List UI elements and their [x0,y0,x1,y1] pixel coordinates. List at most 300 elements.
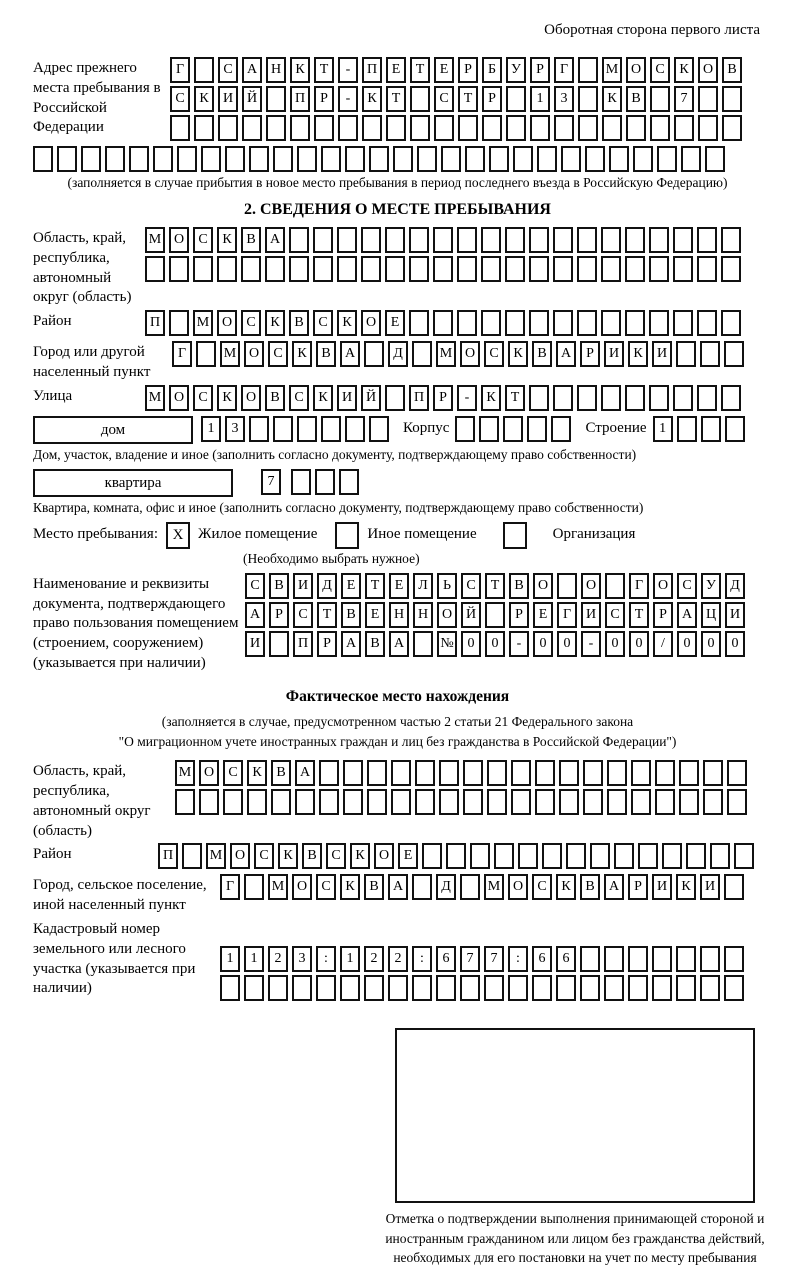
char-cell[interactable] [291,469,311,495]
char-cell[interactable] [676,975,696,1001]
char-cell[interactable] [724,874,744,900]
char-cell[interactable] [57,146,77,172]
char-cell[interactable] [433,256,453,282]
char-cell[interactable] [673,227,693,253]
char-cell[interactable] [412,874,432,900]
char-cell[interactable] [577,227,597,253]
char-cell[interactable] [340,975,360,1001]
char-cell[interactable]: С [484,341,504,367]
char-cell[interactable]: В [302,843,322,869]
char-cell[interactable]: Р [269,602,289,628]
char-cell[interactable] [314,115,334,141]
char-cell[interactable] [535,760,555,786]
char-cell[interactable] [604,975,624,1001]
char-cell[interactable] [649,256,669,282]
char-cell[interactable]: Д [317,573,337,599]
char-cell[interactable] [463,760,483,786]
char-cell[interactable] [249,416,269,442]
char-cell[interactable]: 7 [674,86,694,112]
char-cell[interactable] [410,86,430,112]
char-cell[interactable]: В [269,573,289,599]
char-cell[interactable] [721,256,741,282]
char-cell[interactable] [343,760,363,786]
char-cell[interactable]: С [268,341,288,367]
char-cell[interactable] [337,227,357,253]
char-cell[interactable]: С [170,86,190,112]
char-cell[interactable] [701,416,721,442]
char-cell[interactable] [169,310,189,336]
char-cell[interactable] [391,789,411,815]
char-cell[interactable]: А [341,631,361,657]
char-cell[interactable] [673,310,693,336]
char-cell[interactable]: - [457,385,477,411]
char-cell[interactable] [697,310,717,336]
char-cell[interactable] [662,843,682,869]
char-cell[interactable]: К [602,86,622,112]
char-cell[interactable] [578,115,598,141]
char-cell[interactable]: К [674,57,694,83]
char-cell[interactable] [698,115,718,141]
char-cell[interactable]: К [481,385,501,411]
char-cell[interactable]: 0 [677,631,697,657]
char-cell[interactable]: 2 [268,946,288,972]
char-cell[interactable] [487,789,507,815]
char-cell[interactable] [364,341,384,367]
char-cell[interactable] [391,760,411,786]
char-cell[interactable] [556,975,576,1001]
char-cell[interactable] [361,227,381,253]
char-cell[interactable] [721,227,741,253]
char-cell[interactable] [554,115,574,141]
char-cell[interactable] [345,146,365,172]
char-cell[interactable] [625,256,645,282]
char-cell[interactable] [698,86,718,112]
char-cell[interactable]: Г [220,874,240,900]
char-cell[interactable] [559,760,579,786]
char-cell[interactable]: О [361,310,381,336]
char-cell[interactable] [362,115,382,141]
char-cell[interactable] [433,310,453,336]
char-cell[interactable]: К [247,760,267,786]
char-cell[interactable] [458,115,478,141]
char-cell[interactable]: О [374,843,394,869]
char-cell[interactable]: С [193,385,213,411]
char-cell[interactable] [638,843,658,869]
char-cell[interactable] [724,946,744,972]
char-cell[interactable]: Е [389,573,409,599]
char-cell[interactable]: А [677,602,697,628]
char-cell[interactable] [529,227,549,253]
char-cell[interactable]: О [581,573,601,599]
char-cell[interactable] [242,115,262,141]
char-cell[interactable]: Е [386,57,406,83]
char-cell[interactable] [249,146,269,172]
char-cell[interactable]: М [436,341,456,367]
char-cell[interactable] [553,227,573,253]
char-cell[interactable]: 0 [725,631,745,657]
char-cell[interactable] [566,843,586,869]
char-cell[interactable] [367,789,387,815]
char-cell[interactable] [465,146,485,172]
char-cell[interactable] [724,975,744,1001]
char-cell[interactable] [527,416,547,442]
char-cell[interactable] [196,341,216,367]
char-cell[interactable]: С [316,874,336,900]
char-cell[interactable]: Т [365,573,385,599]
char-cell[interactable] [463,789,483,815]
char-cell[interactable]: В [241,227,261,253]
char-cell[interactable]: : [316,946,336,972]
char-cell[interactable]: С [650,57,670,83]
char-cell[interactable] [266,115,286,141]
char-cell[interactable]: С [254,843,274,869]
char-cell[interactable]: К [290,57,310,83]
char-cell[interactable]: О [460,341,480,367]
char-cell[interactable]: Р [433,385,453,411]
char-cell[interactable] [364,975,384,1001]
char-cell[interactable]: О [533,573,553,599]
char-cell[interactable] [339,469,359,495]
char-cell[interactable]: И [652,874,672,900]
char-cell[interactable] [677,416,697,442]
char-cell[interactable]: М [220,341,240,367]
char-cell[interactable]: К [350,843,370,869]
char-cell[interactable] [650,115,670,141]
char-cell[interactable]: В [265,385,285,411]
char-cell[interactable]: В [341,602,361,628]
char-cell[interactable] [369,416,389,442]
char-cell[interactable] [290,115,310,141]
char-cell[interactable] [273,416,293,442]
char-cell[interactable] [601,227,621,253]
char-cell[interactable] [415,789,435,815]
char-cell[interactable]: С [218,57,238,83]
char-cell[interactable] [650,86,670,112]
char-cell[interactable]: 7 [484,946,504,972]
char-cell[interactable] [721,310,741,336]
char-cell[interactable] [33,146,53,172]
char-cell[interactable] [506,115,526,141]
char-cell[interactable]: С [677,573,697,599]
char-cell[interactable] [649,227,669,253]
char-cell[interactable]: К [278,843,298,869]
char-cell[interactable]: Т [317,602,337,628]
char-cell[interactable]: С [293,602,313,628]
char-cell[interactable] [268,975,288,1001]
char-cell[interactable]: Д [725,573,745,599]
char-cell[interactable] [673,385,693,411]
char-cell[interactable] [625,385,645,411]
checkbox-residential[interactable]: X [166,522,190,549]
char-cell[interactable] [265,256,285,282]
char-cell[interactable] [553,385,573,411]
char-cell[interactable]: Г [170,57,190,83]
char-cell[interactable]: В [722,57,742,83]
char-cell[interactable]: С [434,86,454,112]
char-cell[interactable] [489,146,509,172]
char-cell[interactable] [105,146,125,172]
char-cell[interactable]: 1 [220,946,240,972]
char-cell[interactable]: В [316,341,336,367]
char-cell[interactable] [628,946,648,972]
char-cell[interactable] [129,146,149,172]
char-cell[interactable] [413,631,433,657]
char-cell[interactable] [436,975,456,1001]
char-cell[interactable] [631,760,651,786]
char-cell[interactable]: 2 [388,946,408,972]
char-cell[interactable] [153,146,173,172]
char-cell[interactable] [485,602,505,628]
char-cell[interactable]: В [580,874,600,900]
char-cell[interactable]: : [508,946,528,972]
char-cell[interactable] [676,341,696,367]
char-cell[interactable]: Е [385,310,405,336]
char-cell[interactable]: Н [389,602,409,628]
char-cell[interactable] [177,146,197,172]
char-cell[interactable] [218,115,238,141]
char-cell[interactable]: 0 [485,631,505,657]
char-cell[interactable] [590,843,610,869]
char-cell[interactable] [652,975,672,1001]
checkbox-other-premises[interactable] [335,522,359,549]
char-cell[interactable] [241,256,261,282]
char-cell[interactable] [289,227,309,253]
char-cell[interactable]: Р [458,57,478,83]
char-cell[interactable] [319,760,339,786]
char-cell[interactable]: У [506,57,526,83]
char-cell[interactable] [479,416,499,442]
char-cell[interactable] [289,256,309,282]
char-cell[interactable] [460,874,480,900]
char-cell[interactable] [266,86,286,112]
char-cell[interactable]: О [199,760,219,786]
char-cell[interactable]: У [701,573,721,599]
char-cell[interactable] [633,146,653,172]
char-cell[interactable]: Р [314,86,334,112]
char-cell[interactable] [269,631,289,657]
char-cell[interactable] [537,146,557,172]
char-cell[interactable]: Г [557,602,577,628]
char-cell[interactable] [345,416,365,442]
char-cell[interactable] [607,760,627,786]
char-cell[interactable]: Т [485,573,505,599]
char-cell[interactable]: П [290,86,310,112]
char-cell[interactable] [470,843,490,869]
char-cell[interactable]: О [653,573,673,599]
char-cell[interactable]: К [556,874,576,900]
char-cell[interactable]: О [508,874,528,900]
char-cell[interactable]: Р [482,86,502,112]
char-cell[interactable]: М [602,57,622,83]
char-cell[interactable]: Е [533,602,553,628]
char-cell[interactable]: / [653,631,673,657]
char-cell[interactable] [295,789,315,815]
char-cell[interactable]: О [169,385,189,411]
char-cell[interactable] [273,146,293,172]
char-cell[interactable] [244,874,264,900]
char-cell[interactable] [481,310,501,336]
char-cell[interactable]: - [509,631,529,657]
char-cell[interactable] [388,975,408,1001]
char-cell[interactable]: 2 [364,946,384,972]
char-cell[interactable]: И [218,86,238,112]
char-cell[interactable] [705,146,725,172]
char-cell[interactable] [578,57,598,83]
char-cell[interactable] [457,227,477,253]
char-cell[interactable]: В [364,874,384,900]
char-cell[interactable] [271,789,291,815]
char-cell[interactable] [338,115,358,141]
char-cell[interactable] [518,843,538,869]
char-cell[interactable] [626,115,646,141]
char-cell[interactable]: О [230,843,250,869]
char-cell[interactable]: О [244,341,264,367]
char-cell[interactable]: Т [505,385,525,411]
char-cell[interactable]: С [605,602,625,628]
char-cell[interactable] [602,115,622,141]
char-cell[interactable] [367,760,387,786]
char-cell[interactable] [417,146,437,172]
char-cell[interactable]: 0 [533,631,553,657]
char-cell[interactable] [686,843,706,869]
char-cell[interactable]: Р [509,602,529,628]
char-cell[interactable] [316,975,336,1001]
char-cell[interactable] [721,385,741,411]
char-cell[interactable] [532,975,552,1001]
char-cell[interactable]: И [604,341,624,367]
char-cell[interactable]: Р [530,57,550,83]
char-cell[interactable]: Т [629,602,649,628]
char-cell[interactable]: Г [554,57,574,83]
char-cell[interactable] [434,115,454,141]
char-cell[interactable] [583,789,603,815]
char-cell[interactable] [577,256,597,282]
char-cell[interactable]: И [725,602,745,628]
char-cell[interactable] [674,115,694,141]
char-cell[interactable] [652,946,672,972]
char-cell[interactable] [481,227,501,253]
char-cell[interactable] [577,385,597,411]
char-cell[interactable]: Ь [437,573,457,599]
char-cell[interactable] [503,416,523,442]
char-cell[interactable]: К [628,341,648,367]
char-cell[interactable] [455,416,475,442]
char-cell[interactable]: 1 [530,86,550,112]
char-cell[interactable]: Д [388,341,408,367]
char-cell[interactable]: И [293,573,313,599]
char-cell[interactable]: И [700,874,720,900]
char-cell[interactable]: 0 [605,631,625,657]
char-cell[interactable] [482,115,502,141]
apartment-box[interactable]: квартира [33,469,233,497]
char-cell[interactable]: М [145,385,165,411]
char-cell[interactable] [321,146,341,172]
char-cell[interactable] [614,843,634,869]
char-cell[interactable] [655,760,675,786]
char-cell[interactable] [725,416,745,442]
char-cell[interactable] [494,843,514,869]
char-cell[interactable] [297,416,317,442]
char-cell[interactable]: К [292,341,312,367]
char-cell[interactable]: К [340,874,360,900]
char-cell[interactable] [703,760,723,786]
char-cell[interactable] [369,146,389,172]
char-cell[interactable] [457,256,477,282]
char-cell[interactable] [727,789,747,815]
char-cell[interactable]: К [265,310,285,336]
char-cell[interactable]: М [206,843,226,869]
char-cell[interactable] [415,760,435,786]
char-cell[interactable] [529,256,549,282]
char-cell[interactable]: К [337,310,357,336]
char-cell[interactable]: 1 [340,946,360,972]
char-cell[interactable]: И [652,341,672,367]
char-cell[interactable]: П [362,57,382,83]
char-cell[interactable]: М [175,760,195,786]
char-cell[interactable]: 7 [261,469,281,495]
char-cell[interactable] [551,416,571,442]
char-cell[interactable] [292,975,312,1001]
char-cell[interactable]: О [169,227,189,253]
char-cell[interactable]: 6 [556,946,576,972]
char-cell[interactable] [81,146,101,172]
char-cell[interactable] [631,789,651,815]
char-cell[interactable] [561,146,581,172]
char-cell[interactable] [604,946,624,972]
char-cell[interactable] [487,760,507,786]
char-cell[interactable] [385,256,405,282]
char-cell[interactable] [681,146,701,172]
char-cell[interactable] [511,789,531,815]
char-cell[interactable]: П [409,385,429,411]
char-cell[interactable] [313,256,333,282]
char-cell[interactable]: К [676,874,696,900]
char-cell[interactable] [439,789,459,815]
char-cell[interactable]: № [437,631,457,657]
char-cell[interactable] [505,227,525,253]
char-cell[interactable] [605,573,625,599]
char-cell[interactable] [343,789,363,815]
char-cell[interactable] [628,975,648,1001]
char-cell[interactable]: А [265,227,285,253]
char-cell[interactable] [700,341,720,367]
char-cell[interactable]: - [581,631,601,657]
char-cell[interactable] [511,760,531,786]
char-cell[interactable] [409,310,429,336]
char-cell[interactable]: К [217,385,237,411]
char-cell[interactable] [697,227,717,253]
char-cell[interactable]: Н [413,602,433,628]
char-cell[interactable] [313,227,333,253]
char-cell[interactable]: Е [434,57,454,83]
char-cell[interactable]: С [532,874,552,900]
char-cell[interactable] [649,385,669,411]
char-cell[interactable] [508,975,528,1001]
char-cell[interactable]: Р [317,631,337,657]
char-cell[interactable]: Р [580,341,600,367]
char-cell[interactable]: К [313,385,333,411]
char-cell[interactable] [422,843,442,869]
char-cell[interactable]: Г [629,573,649,599]
char-cell[interactable]: Т [314,57,334,83]
char-cell[interactable] [412,341,432,367]
char-cell[interactable]: М [145,227,165,253]
char-cell[interactable] [529,385,549,411]
char-cell[interactable] [410,115,430,141]
char-cell[interactable]: П [145,310,165,336]
char-cell[interactable]: 6 [532,946,552,972]
char-cell[interactable]: 0 [701,631,721,657]
